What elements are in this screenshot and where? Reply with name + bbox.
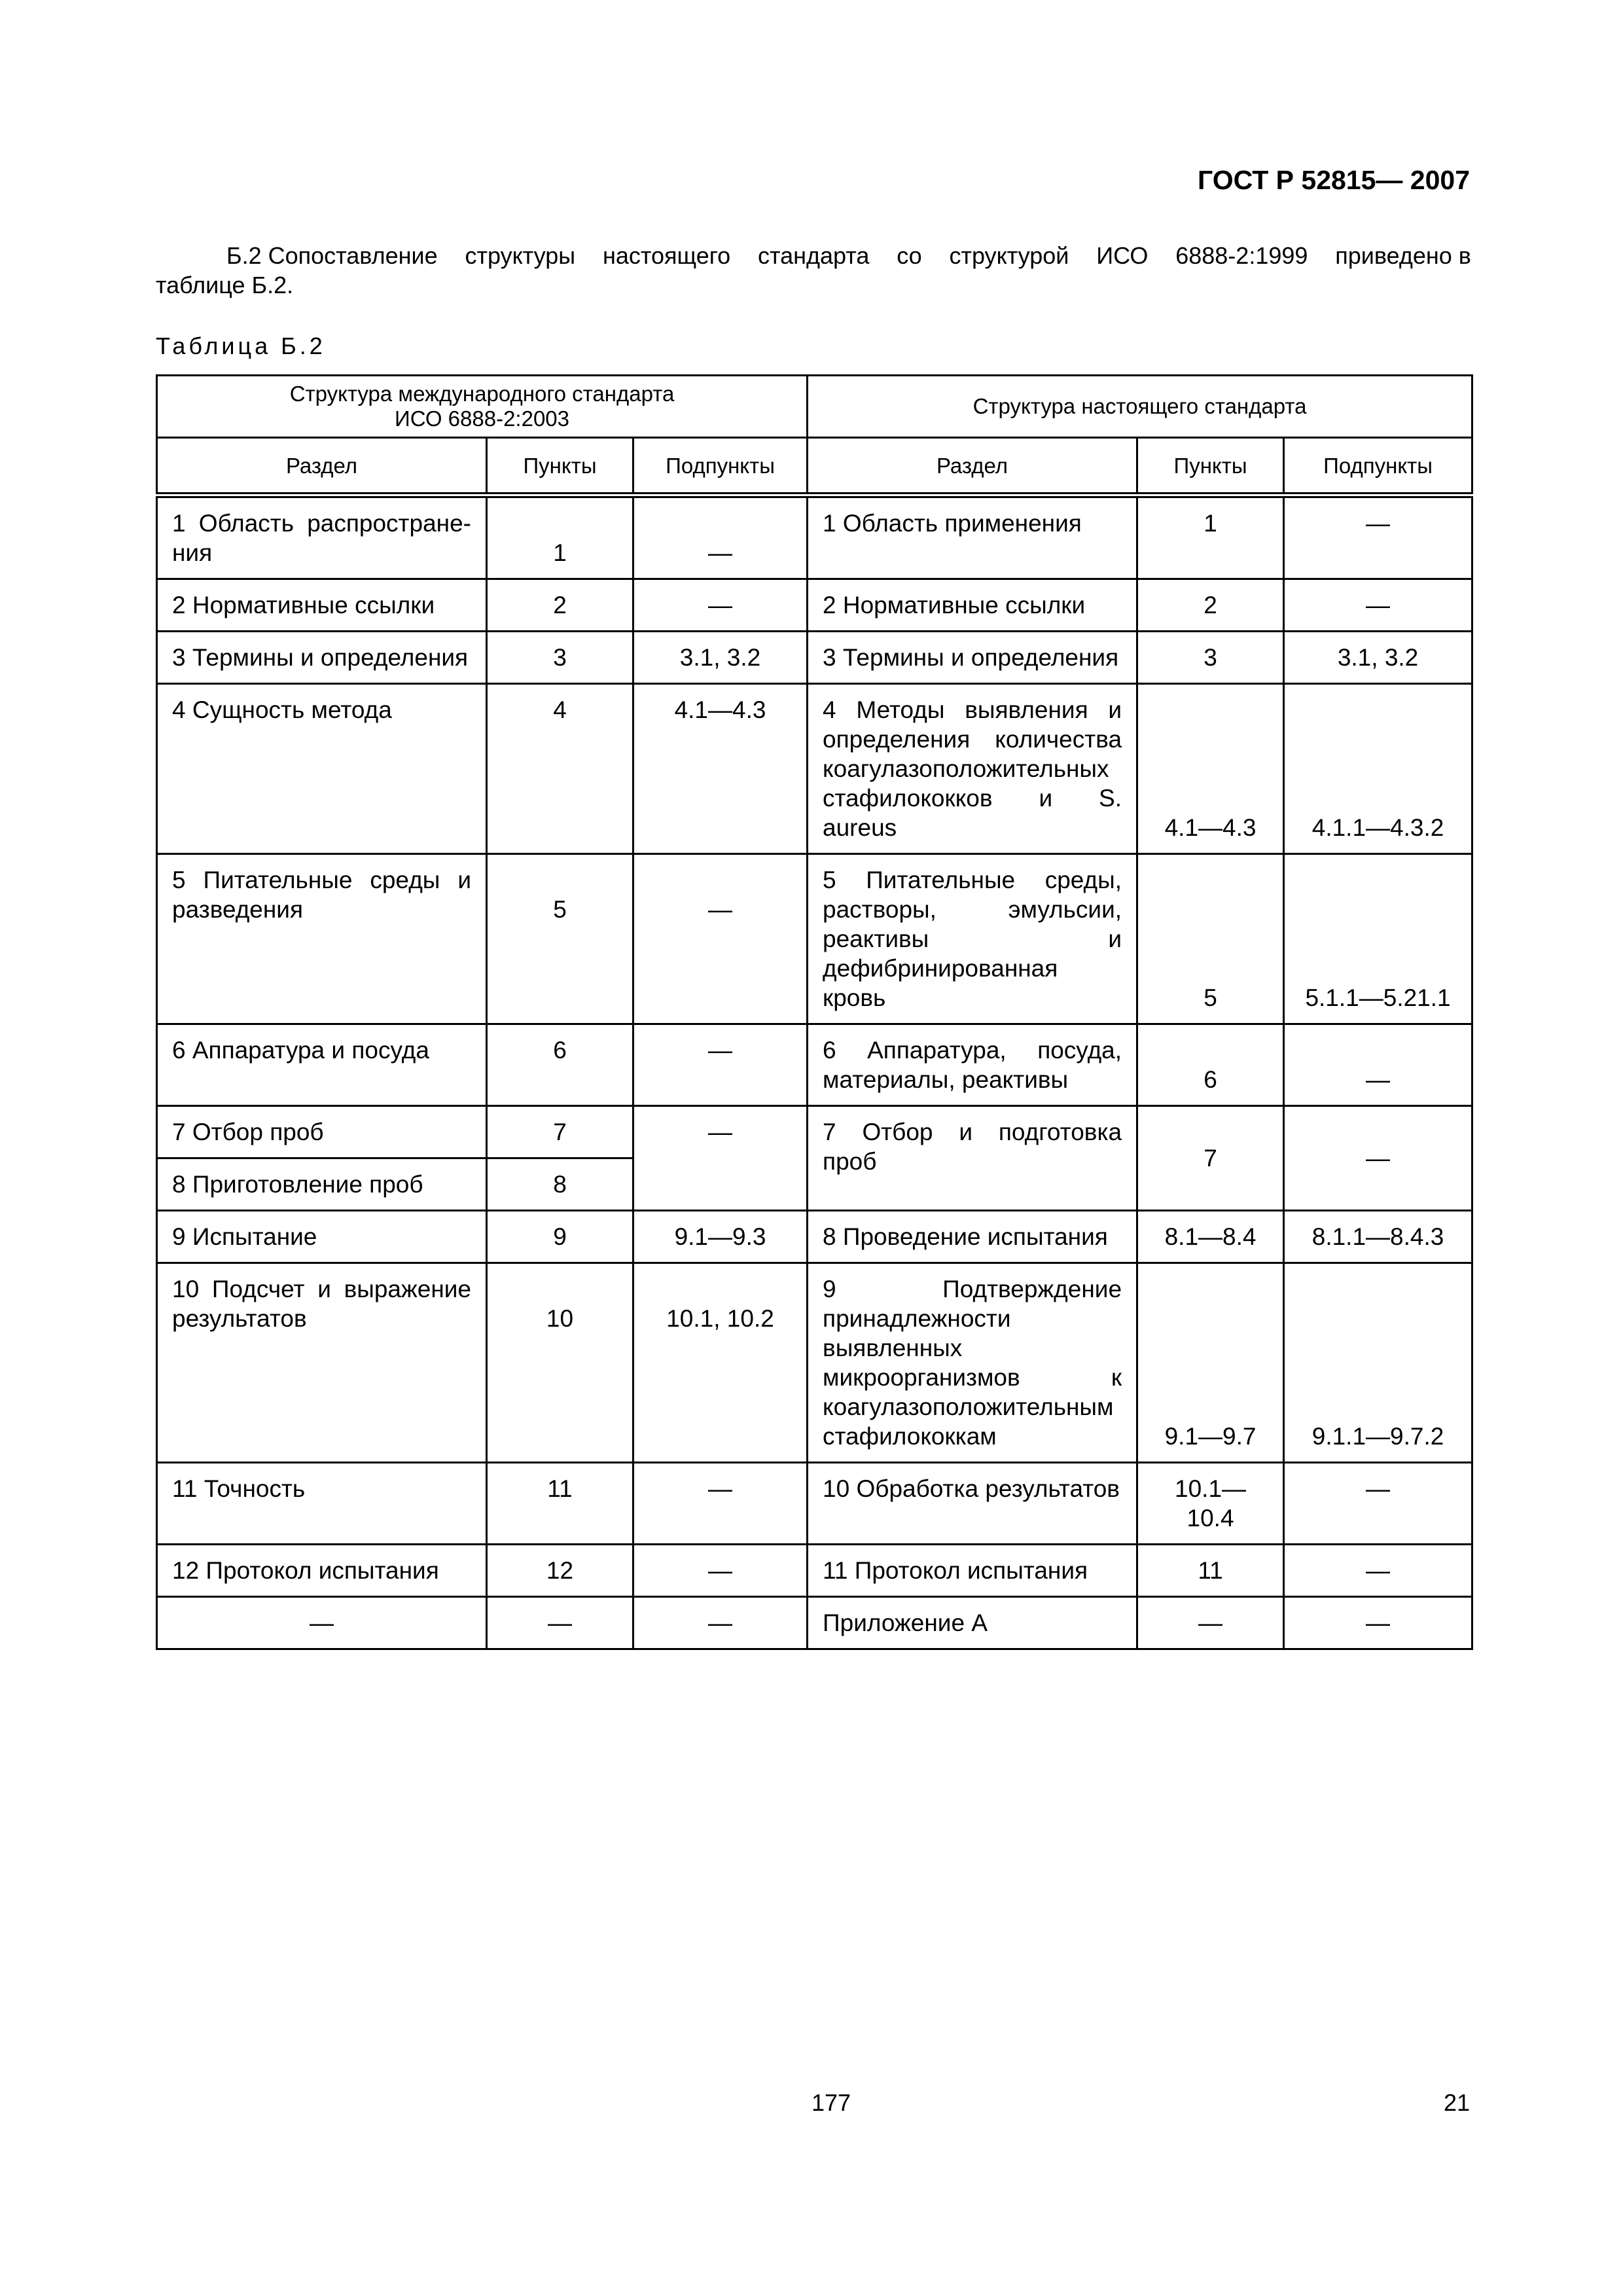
cell-intl-section: 9 Испытание bbox=[157, 1211, 487, 1263]
cell-this-section: 11 Протокол испытания bbox=[808, 1545, 1137, 1597]
cell-this-subclauses: — bbox=[1284, 495, 1472, 579]
cell-this-section: Приложение А bbox=[808, 1597, 1137, 1649]
table-row bbox=[157, 579, 1472, 632]
cell-this-section: 10 Обработка результатов bbox=[808, 1463, 1137, 1545]
cell-intl-section: 8 Приготовление проб bbox=[157, 1158, 487, 1211]
cell-intl-subclauses: — bbox=[633, 1545, 808, 1597]
cell-intl-clauses: 7 bbox=[487, 1106, 633, 1158]
cell-this-clauses: 7 bbox=[1137, 1106, 1284, 1211]
table-row bbox=[157, 1263, 1472, 1463]
cell-this-subclauses: 8.1.1—8.4.3 bbox=[1284, 1211, 1472, 1263]
cell-this-clauses: 8.1—8.4 bbox=[1137, 1211, 1284, 1263]
intro-word: со bbox=[897, 242, 922, 269]
cell-intl-section: 12 Протокол испытания bbox=[157, 1545, 487, 1597]
cell-intl-clauses: 3 bbox=[487, 632, 633, 684]
column-header: Пункты bbox=[487, 438, 633, 495]
cell-this-section: 6 Аппаратура, посуда, материалы, реактивы bbox=[808, 1024, 1137, 1106]
cell-this-subclauses: — bbox=[1284, 1597, 1472, 1649]
intro-word: Б.2 Сопоставление bbox=[226, 242, 438, 269]
intro-word: ИСО bbox=[1096, 242, 1149, 269]
cell-intl-clauses: 2 bbox=[487, 579, 633, 632]
table-row bbox=[157, 1545, 1472, 1597]
cell-intl-subclauses: 3.1, 3.2 bbox=[633, 632, 808, 684]
cell-this-section: 9 Подтверждение принадлежности выявленных микроорганизмов к коагулазоположительным стафилококкам bbox=[808, 1263, 1137, 1463]
cell-intl-subclauses: 4.1—4.3 bbox=[633, 684, 808, 854]
cell-this-subclauses: — bbox=[1284, 1024, 1472, 1106]
cell-this-clauses: — bbox=[1137, 1597, 1284, 1649]
cell-intl-clauses: 10 bbox=[487, 1263, 633, 1463]
cell-intl-clauses: 4 bbox=[487, 684, 633, 854]
cell-intl-subclauses: — bbox=[633, 495, 808, 579]
cell-intl-section: 6 Аппаратура и посуда bbox=[157, 1024, 487, 1106]
cell-this-clauses: 4.1—4.3 bbox=[1137, 684, 1284, 854]
cell-this-subclauses: 5.1.1—5.21.1 bbox=[1284, 854, 1472, 1024]
cell-intl-subclauses: 10.1, 10.2 bbox=[633, 1263, 808, 1463]
group-header-international: Структура международного стандарта ИСО 6888-2:2003 bbox=[157, 376, 808, 438]
cell-this-subclauses: — bbox=[1284, 1463, 1472, 1545]
table-row bbox=[157, 854, 1472, 1024]
cell-intl-clauses: — bbox=[487, 1597, 633, 1649]
cell-intl-subclauses: — bbox=[633, 1463, 808, 1545]
cell-intl-section: 4 Сущность метода bbox=[157, 684, 487, 854]
intro-paragraph bbox=[156, 241, 1471, 300]
cell-intl-section: 2 Нормативные ссылки bbox=[157, 579, 487, 632]
table-row bbox=[157, 1106, 1472, 1158]
cell-this-section: 7 Отбор и подготовка проб bbox=[808, 1106, 1137, 1211]
cell-intl-clauses: 6 bbox=[487, 1024, 633, 1106]
cell-this-section: 2 Нормативные ссылки bbox=[808, 579, 1137, 632]
column-header: Пункты bbox=[1137, 438, 1284, 495]
cell-intl-clauses: 8 bbox=[487, 1158, 633, 1211]
cell-this-clauses: 11 bbox=[1137, 1545, 1284, 1597]
cell-intl-clauses: 1 bbox=[487, 495, 633, 579]
cell-intl-section: 11 Точность bbox=[157, 1463, 487, 1545]
cell-intl-subclauses: — bbox=[633, 1024, 808, 1106]
cell-this-section: 5 Питательные среды, растворы, эмульсии, реактивы и дефибринированная кровь bbox=[808, 854, 1137, 1024]
column-header: Раздел bbox=[157, 438, 487, 495]
table-row bbox=[157, 1211, 1472, 1263]
cell-this-subclauses: 3.1, 3.2 bbox=[1284, 632, 1472, 684]
table-column-header-row bbox=[157, 438, 1472, 495]
cell-this-clauses: 6 bbox=[1137, 1024, 1284, 1106]
cell-intl-section: 3 Термины и определения bbox=[157, 632, 487, 684]
table-row bbox=[157, 1463, 1472, 1545]
group-header-this-standard: Структура настоящего стандарта bbox=[808, 376, 1472, 438]
cell-intl-section: 7 Отбор проб bbox=[157, 1106, 487, 1158]
cell-this-clauses: 2 bbox=[1137, 579, 1284, 632]
cell-this-clauses: 10.1—10.4 bbox=[1137, 1463, 1284, 1545]
page-number-center: 177 bbox=[812, 2089, 851, 2116]
cell-this-clauses: 9.1—9.7 bbox=[1137, 1263, 1284, 1463]
cell-this-clauses: 3 bbox=[1137, 632, 1284, 684]
intro-word: настоящего bbox=[603, 242, 731, 269]
table-caption: Таблица Б.2 bbox=[156, 332, 326, 359]
intro-word: приведено в bbox=[1335, 242, 1471, 269]
cell-intl-subclauses: — bbox=[633, 854, 808, 1024]
cell-intl-subclauses: — bbox=[633, 1597, 808, 1649]
cell-this-clauses: 5 bbox=[1137, 854, 1284, 1024]
cell-this-subclauses: 4.1.1—4.3.2 bbox=[1284, 684, 1472, 854]
column-header: Подпункты bbox=[1284, 438, 1472, 495]
intro-word: структурой bbox=[949, 242, 1069, 269]
cell-this-section: 8 Проведение испытания bbox=[808, 1211, 1137, 1263]
cell-this-subclauses: — bbox=[1284, 1545, 1472, 1597]
cell-intl-subclauses: 9.1—9.3 bbox=[633, 1211, 808, 1263]
table-row bbox=[157, 684, 1472, 854]
cell-intl-clauses: 11 bbox=[487, 1463, 633, 1545]
cell-intl-subclauses: — bbox=[633, 1106, 808, 1211]
intro-word: 6888-2:1999 bbox=[1175, 242, 1308, 269]
table-row bbox=[157, 495, 1472, 579]
cell-this-subclauses: — bbox=[1284, 1106, 1472, 1211]
cell-intl-section: 5 Питательные среды и разведения bbox=[157, 854, 487, 1024]
structure-comparison-table bbox=[156, 374, 1473, 1650]
document-code: ГОСТ Р 52815— 2007 bbox=[1198, 165, 1470, 195]
cell-this-subclauses: — bbox=[1284, 579, 1472, 632]
cell-this-subclauses: 9.1.1—9.7.2 bbox=[1284, 1263, 1472, 1463]
column-header: Подпункты bbox=[633, 438, 808, 495]
cell-this-section: 3 Термины и определения bbox=[808, 632, 1137, 684]
cell-intl-subclauses: — bbox=[633, 579, 808, 632]
cell-intl-section: — bbox=[157, 1597, 487, 1649]
cell-intl-clauses: 12 bbox=[487, 1545, 633, 1597]
column-header: Раздел bbox=[808, 438, 1137, 495]
cell-this-section: 4 Методы выявления и определения количества коагулазоположительных стафилококков и S. aureus bbox=[808, 684, 1137, 854]
cell-intl-section: 1 Область распростране-ния bbox=[157, 495, 487, 579]
table-row bbox=[157, 1024, 1472, 1106]
cell-intl-section: 10 Подсчет и выражение результатов bbox=[157, 1263, 487, 1463]
cell-intl-clauses: 9 bbox=[487, 1211, 633, 1263]
page-number-right: 21 bbox=[1443, 2089, 1470, 2116]
cell-this-section: 1 Область применения bbox=[808, 495, 1137, 579]
intro-word: структуры bbox=[465, 242, 576, 269]
intro-word: стандарта bbox=[757, 242, 870, 269]
cell-intl-clauses: 5 bbox=[487, 854, 633, 1024]
table-row bbox=[157, 1597, 1472, 1649]
cell-this-clauses: 1 bbox=[1137, 495, 1284, 579]
table-row bbox=[157, 632, 1472, 684]
table-group-header-row bbox=[157, 376, 1472, 438]
intro-line-2: таблице Б.2. bbox=[156, 272, 294, 298]
